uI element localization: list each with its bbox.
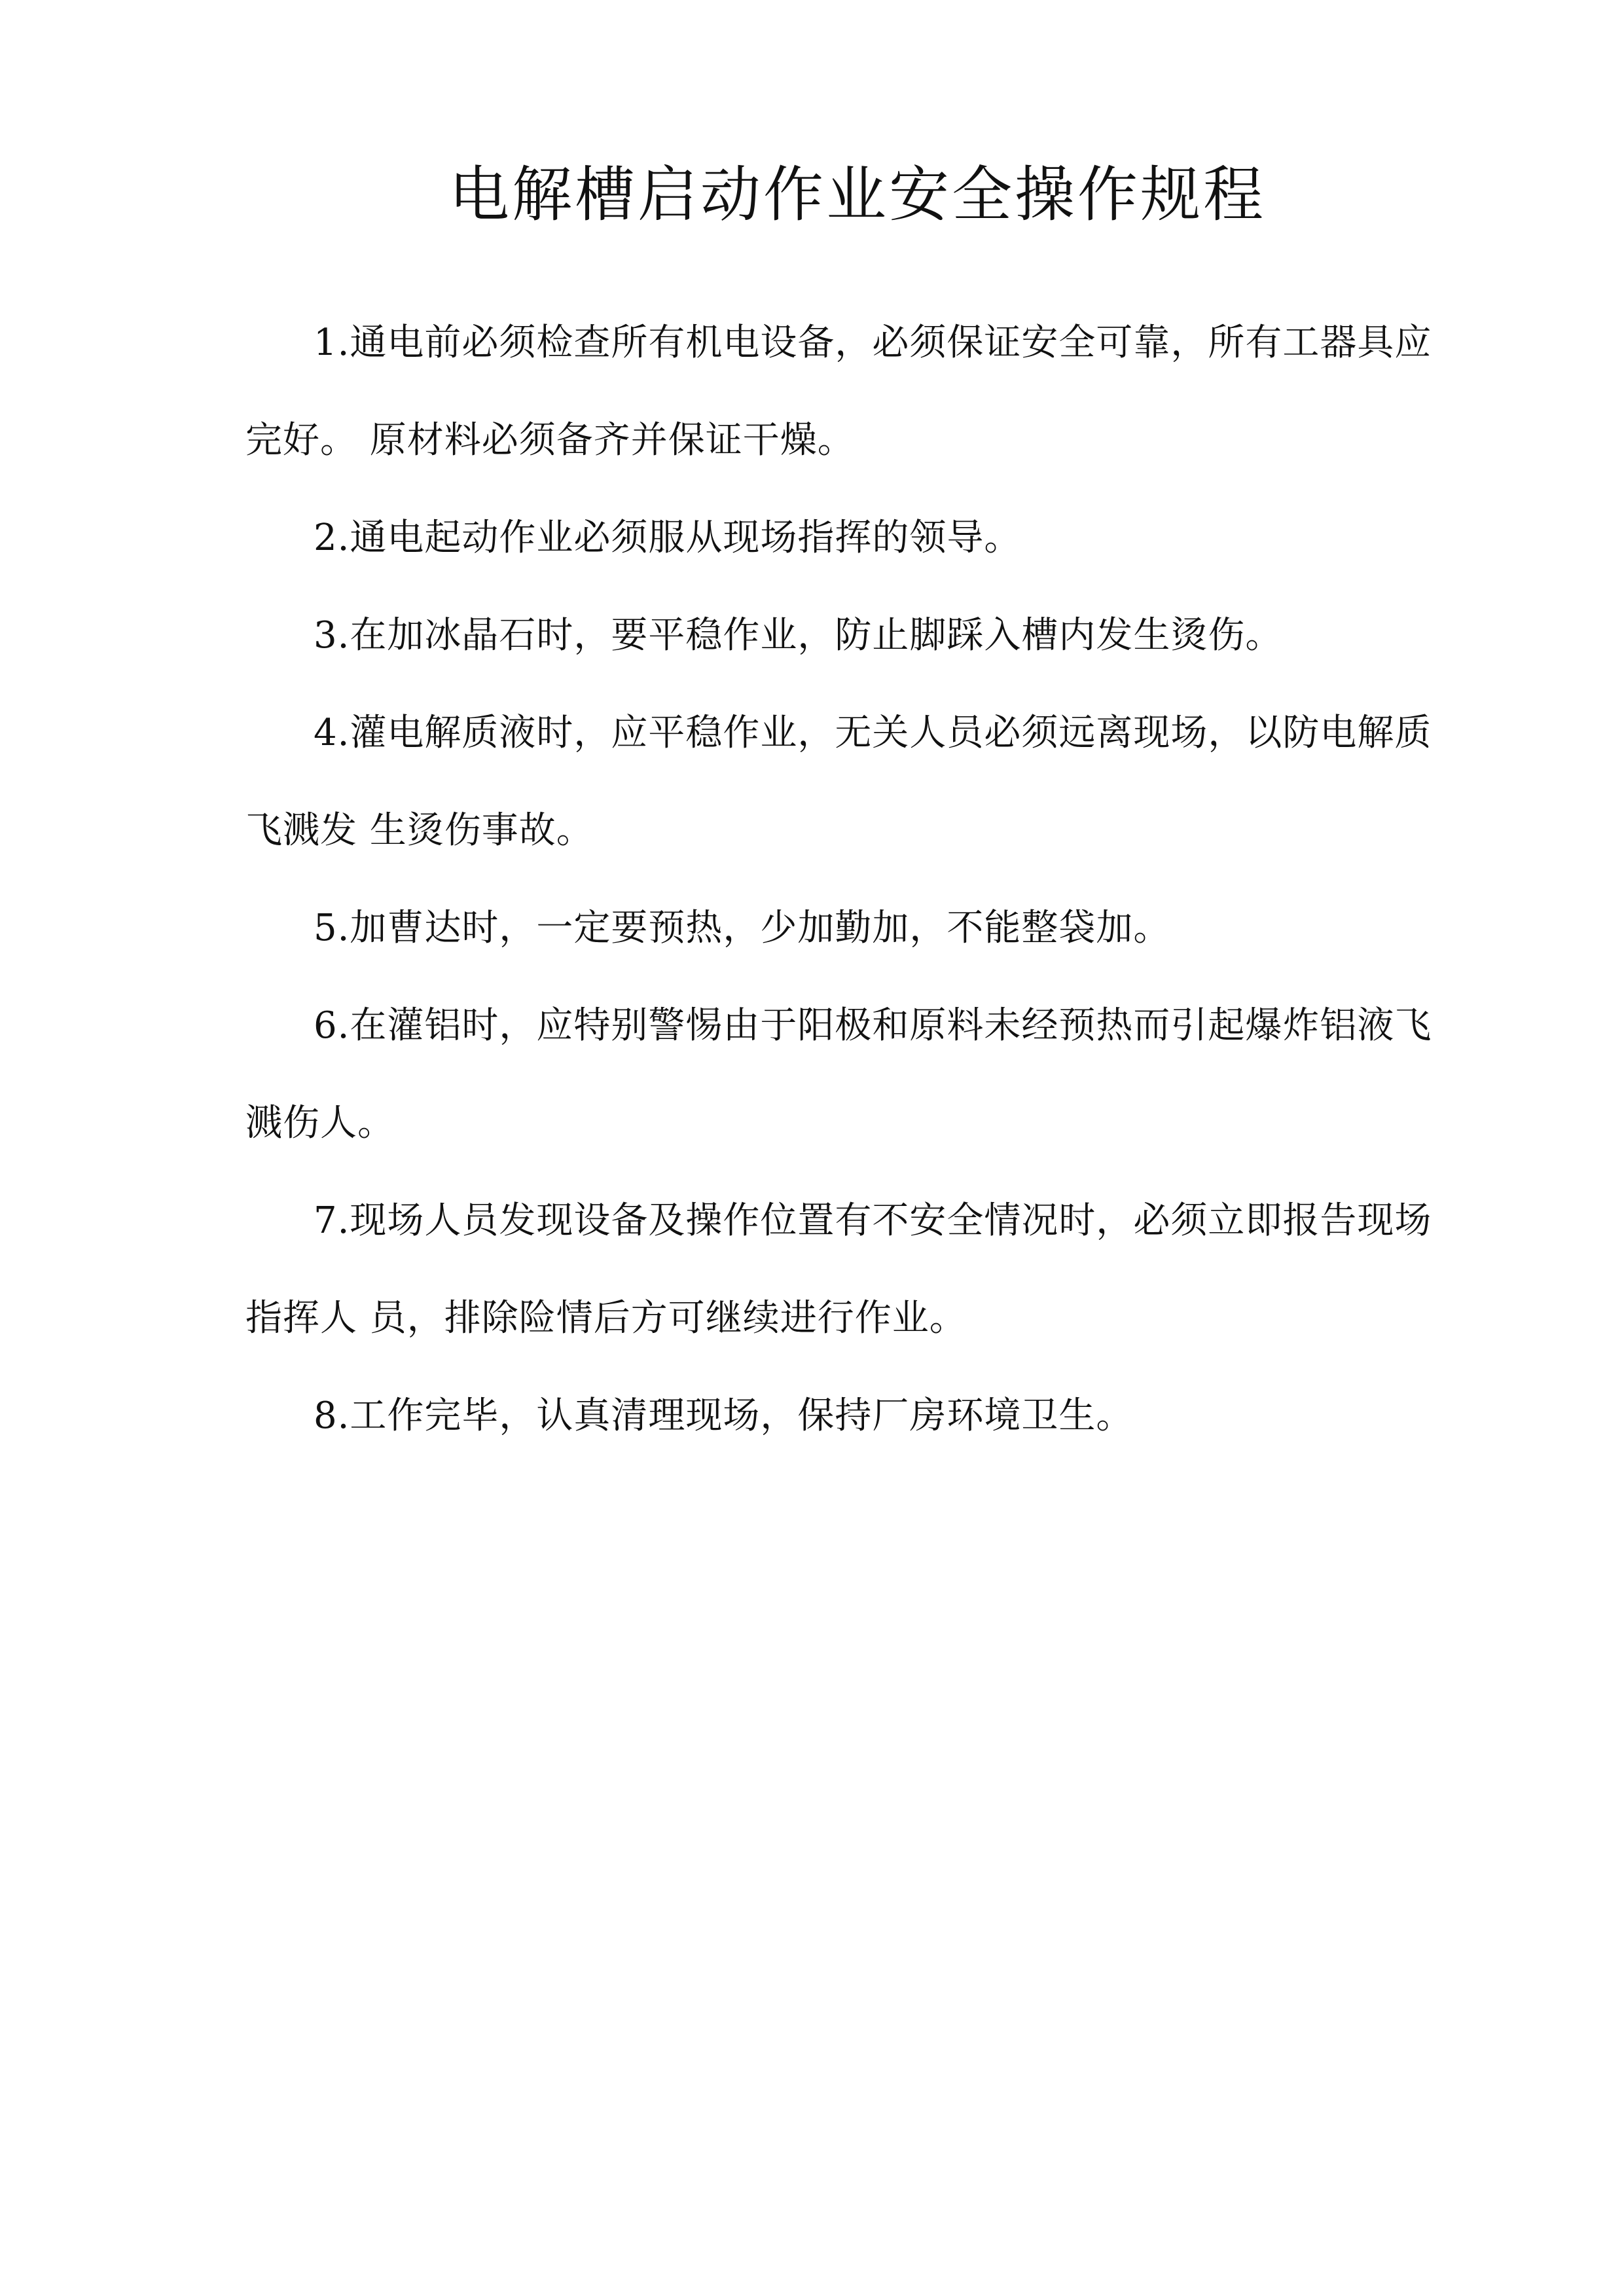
rule-3: 3.在加冰晶石时，要平稳作业，防止脚踩入槽内发生烫伤。: [314, 614, 1283, 657]
rule-4-line-2: 飞溅发 生烫伤事故。: [245, 809, 594, 852]
rule-7-line-2: 指挥人 员，排除险情后方可继续进行作业。: [245, 1297, 967, 1339]
rule-5: 5.加曹达时，一定要预热，少加勤加，不能整袋加。: [314, 907, 1171, 949]
rule-1-line-1: 1.通电前必须检查所有机电设备，必须保证安全可靠，所有工器具应: [314, 321, 1432, 364]
rule-1-line-2: 完好。 原材料必须备齐并保证干燥。: [245, 419, 855, 462]
rule-4-line-1: 4.灌电解质液时，应平稳作业，无关人员必须远离现场，以防电解质: [314, 712, 1432, 754]
rule-2: 2.通电起动作业必须服从现场指挥的领导。: [314, 517, 1022, 559]
rule-6-line-1: 6.在灌铝时，应特别警惕由于阳极和原料未经预热而引起爆炸铝液飞: [314, 1004, 1432, 1047]
rule-6-line-2: 溅伤人。: [245, 1102, 395, 1144]
rule-8: 8.工作完毕，认真清理现场，保持厂房环境卫生。: [314, 1394, 1134, 1437]
document-body: [245, 295, 1463, 1465]
rule-7-line-1: 7.现场人员发现设备及操作位置有不安全情况时，必须立即报告现场: [314, 1199, 1432, 1242]
document-title: 电解槽启动作业安全操作规程: [448, 160, 1266, 230]
